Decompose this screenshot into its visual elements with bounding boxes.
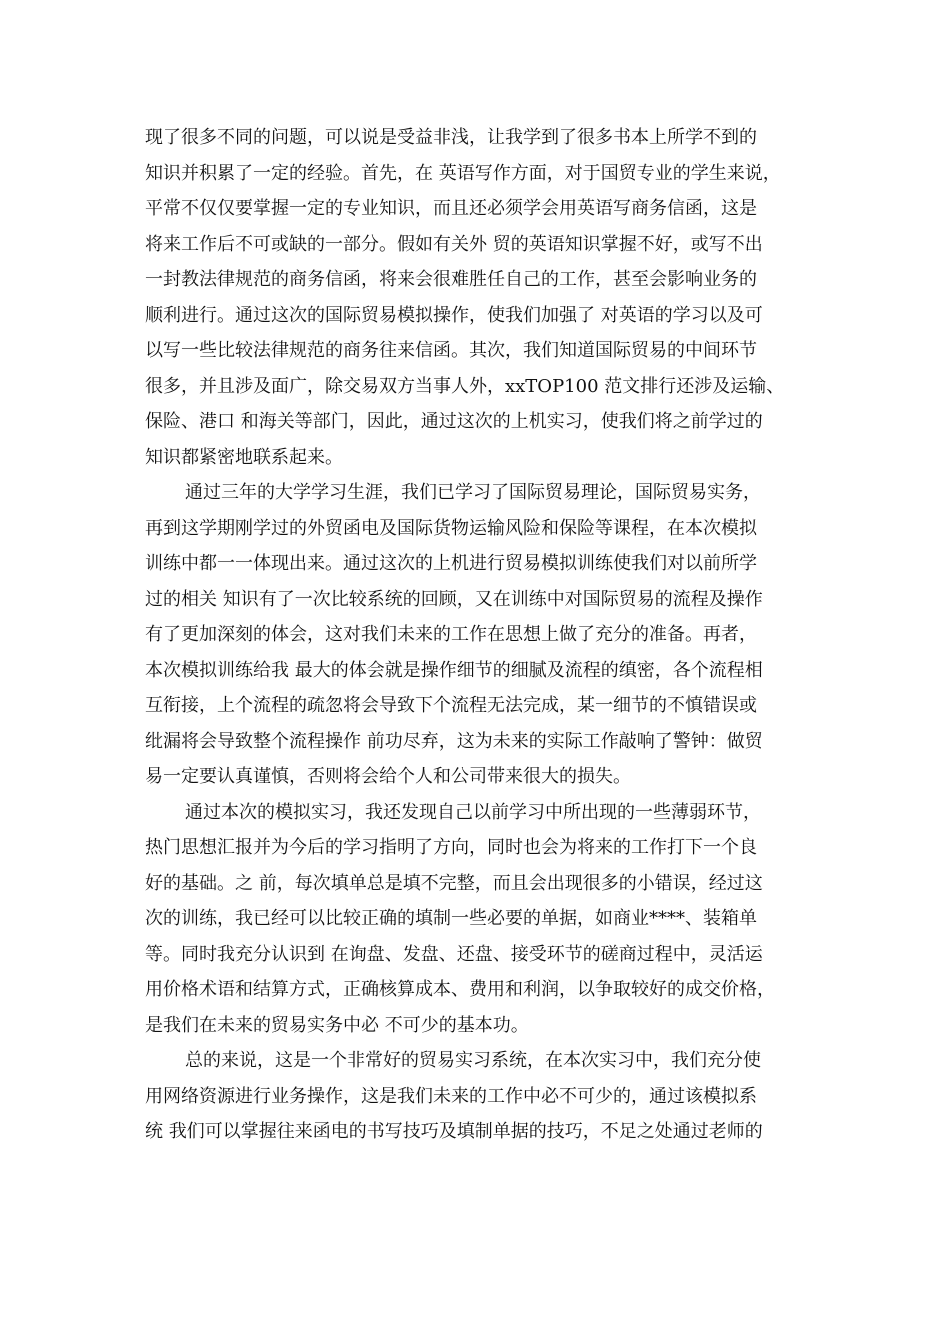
text-line: 训练中都一一体现出来。通过这次的上机进行贸易模拟训练使我们对以前所学 [145, 553, 757, 574]
body-text [145, 120, 815, 1150]
text-line: 统 我们可以掌握往来函电的书写技巧及填制单据的技巧，不足之处通过老师的 [145, 1121, 763, 1142]
text-line: 保险、港口 和海关等部门，因此，通过这次的上机实习，使我们将之前学过的 [145, 411, 763, 432]
text-line: 是我们在未来的贸易实务中必 不可少的基本功。 [145, 1014, 529, 1036]
paragraph-start-line: 通过三年的大学学习生涯，我们已学习了国际贸易理论，国际贸易实务， [185, 482, 761, 503]
text-line: 很多，并且涉及面广，除交易双方当事人外，xxTOP100 范文排行还涉及运输、 [145, 375, 785, 397]
text-line: 过的相关 知识有了一次比较系统的回顾，又在训练中对国际贸易的流程及操作 [145, 588, 763, 610]
text-line: 纰漏将会导致整个流程操作 前功尽弃，这为未来的实际工作敲响了警钟：做贸 [145, 730, 763, 752]
text-line: 用价格术语和结算方式，正确核算成本、费用和利润，以争取较好的成交价格， [145, 979, 775, 1000]
text-line: 有了更加深刻的体会，这对我们未来的工作在思想上做了充分的准备。再者， [145, 624, 757, 645]
text-line: 现了很多不同的问题，可以说是受益非浅，让我学到了很多书本上所学不到的 [145, 127, 757, 148]
text-line: 好的基础。之 前，每次填单总是填不完整，而且会出现很多的小错误，经过这 [145, 872, 763, 894]
text-line: 一封教法律规范的商务信函，将来会很难胜任自己的工作，甚至会影响业务的 [145, 269, 757, 290]
text-line: 等。同时我充分认识到 在询盘、发盘、还盘、接受环节的磋商过程中，灵活运 [145, 943, 763, 965]
text-line: 以写一些比较法律规范的商务往来信函。其次，我们知道国际贸易的中间环节 [145, 340, 757, 361]
text-line: 顺利进行。通过这次的国际贸易模拟操作，使我们加强了 对英语的学习以及可 [145, 304, 763, 326]
text-line: 次的训练，我已经可以比较正确的填制一些必要的单据，如商业****、装箱单 [145, 908, 757, 929]
text-line: 本次模拟训练给我 最大的体会就是操作细节的细腻及流程的缜密，各个流程相 [145, 659, 763, 681]
text-line: 互衔接，上个流程的疏忽将会导致下个流程无法完成，某一细节的不慎错误或 [145, 695, 757, 716]
text-line: 平常不仅仅要掌握一定的专业知识，而且还必须学会用英语写商务信函，这是 [145, 198, 757, 219]
text-line: 热门思想汇报并为今后的学习指明了方向，同时也会为将来的工作打下一个良 [145, 837, 757, 858]
paragraph-start-line: 通过本次的模拟实习，我还发现自己以前学习中所出现的一些薄弱环节， [185, 801, 761, 823]
text-line: 易一定要认真谨慎，否则将会给个人和公司带来很大的损失。 [145, 766, 631, 787]
text-line: 将来工作后不可或缺的一部分。假如有关外 贸的英语知识掌握不好，或写不出 [145, 233, 763, 255]
text-line: 知识并积累了一定的经验。首先，在 英语写作方面，对于国贸专业的学生来说， [145, 162, 781, 184]
paragraph-start-line: 总的来说，这是一个非常好的贸易实习系统，在本次实习中，我们充分使 [185, 1050, 761, 1071]
text-line: 再到这学期刚学过的外贸函电及国际货物运输风险和保险等课程，在本次模拟 [145, 517, 757, 539]
text-line: 用网络资源进行业务操作，这是我们未来的工作中必不可少的，通过该模拟系 [145, 1085, 757, 1107]
text-line: 知识都紧密地联系起来。 [145, 446, 343, 468]
